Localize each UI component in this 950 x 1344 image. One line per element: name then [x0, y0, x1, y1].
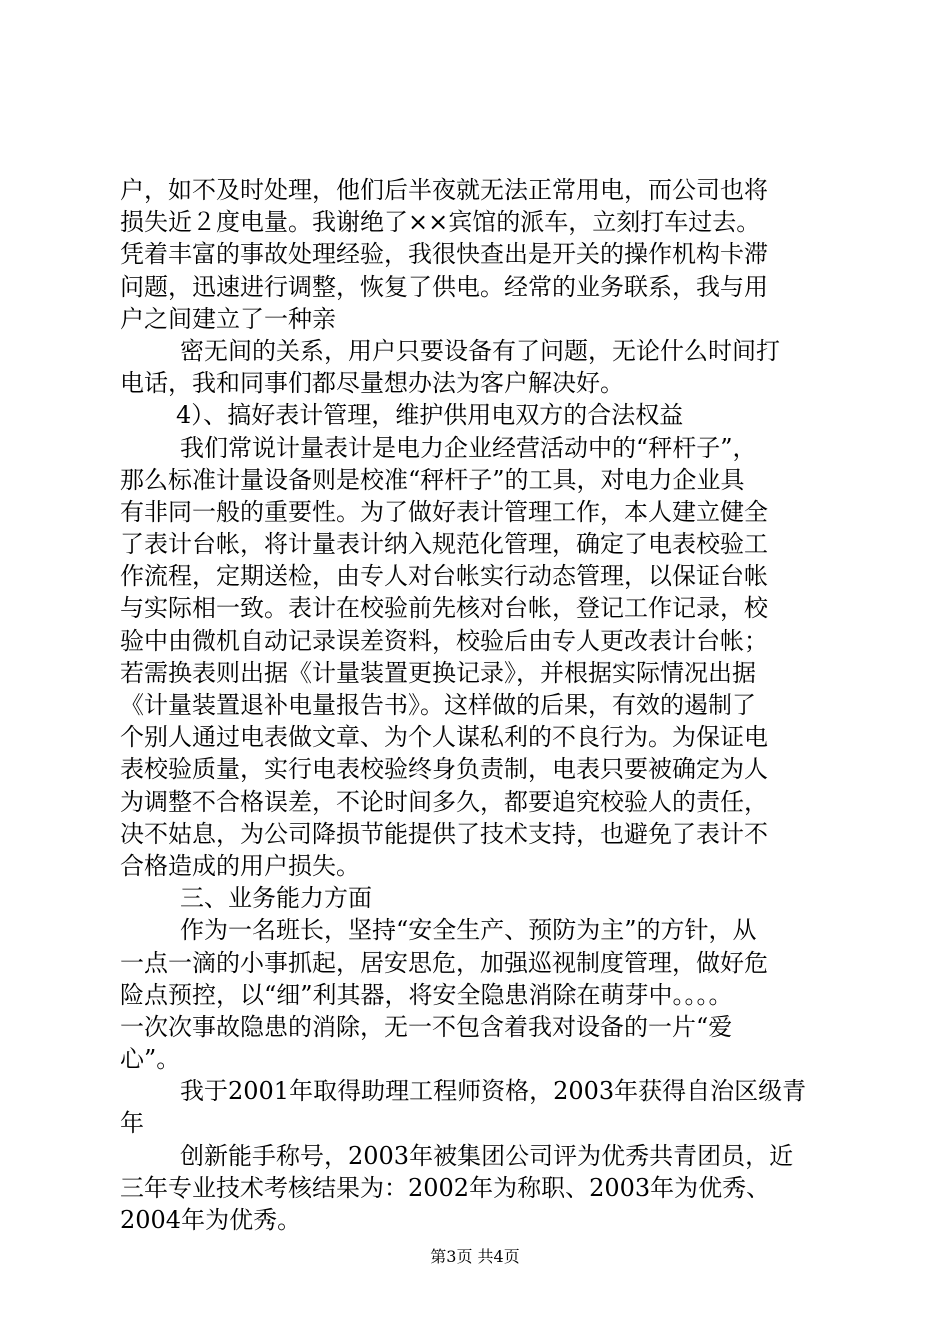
- body-line: 2004年为优秀。: [120, 1206, 302, 1234]
- body-line: 户之间建立了一种亲: [120, 304, 336, 333]
- body-line: 《计量装置退补电量报告书》。这样做的后果，有效的遏制了: [120, 691, 756, 719]
- body-line: 一点一滴的小事抓起，居安思危，加强巡视制度管理，做好危: [120, 948, 768, 977]
- body-line: 作为一名班长，坚持“安全生产、预防为主”的方针，从: [180, 916, 757, 945]
- section-heading: 三、业务能力方面: [180, 884, 372, 913]
- body-line: 验中由微机自动记录误差资料，校验后由专人更改表计台帐；: [120, 626, 768, 655]
- body-line: 那么标准计量设备则是校准“秤杆子”的工具，对电力企业具: [120, 465, 745, 494]
- body-line: 心”。: [120, 1045, 181, 1074]
- body-line: 电话，我和同事们都尽量想办法为客户解决好。: [120, 369, 624, 398]
- body-line: 险点预控，以“细”利其器，将安全隐患消除在萌芽中。。。。: [120, 980, 733, 1009]
- body-line: 作流程，定期送检，由专人对台帐实行动态管理，以保证台帐: [120, 562, 768, 591]
- body-line: 个别人通过电表做文章、为个人谋私利的不良行为。为保证电: [120, 723, 768, 752]
- body-line: 有非同一般的重要性。为了做好表计管理工作，本人建立健全: [120, 497, 768, 526]
- body-line: 一次次事故隐患的消除，无一不包含着我对设备的一片“爱: [120, 1012, 733, 1041]
- body-line: 我于2001年取得助理工程师资格，2003年获得自治区级青: [180, 1077, 807, 1106]
- body-line: 户，如不及时处理，他们后半夜就无法正常用电，而公司也将: [120, 176, 768, 204]
- body-line: 年: [120, 1109, 144, 1138]
- body-line: 三年专业技术考核结果为：2002年为称职、2003年为优秀、: [120, 1173, 771, 1202]
- document-body: [120, 174, 840, 1236]
- body-line: 合格造成的用户损失。: [120, 851, 360, 880]
- section-heading: 4）、搞好表计管理，维护供用电双方的合法权益: [176, 401, 684, 430]
- body-line: 密无间的关系，用户只要设备有了问题，无论什么时间打: [180, 336, 780, 365]
- page-number: 第3页 共4页: [430, 1247, 520, 1266]
- body-line: 问题，迅速进行调整，恢复了供电。经常的业务联系，我与用: [120, 272, 768, 301]
- body-line: 与实际相一致。表计在校验前先核对台帐，登记工作记录，校: [120, 594, 768, 623]
- body-line: 决不姑息，为公司降损节能提供了技术支持，也避免了表计不: [120, 819, 768, 848]
- body-line: 凭着丰富的事故处理经验，我很快查出是开关的操作机构卡滞: [120, 240, 768, 269]
- body-line: 了表计台帐，将计量表计纳入规范化管理，确定了电表校验工: [120, 530, 768, 559]
- body-line: 我们常说计量表计是电力企业经营活动中的“秤杆子”，: [180, 433, 757, 462]
- body-line: 表校验质量，实行电表校验终身负责制，电表只要被确定为人: [120, 755, 768, 784]
- body-line: 若需换表则出据《计量装置更换记录》，并根据实际情况出据: [120, 658, 756, 687]
- page-footer: [0, 1244, 950, 1267]
- body-line: 为调整不合格误差，不论时间多久，都要追究校验人的责任，: [120, 787, 768, 816]
- body-line: 创新能手称号，2003年被集团公司评为优秀共青团员，近: [180, 1141, 794, 1170]
- body-line: 损失近２度电量。我谢绝了××宾馆的派车，立刻打车过去。: [120, 208, 761, 237]
